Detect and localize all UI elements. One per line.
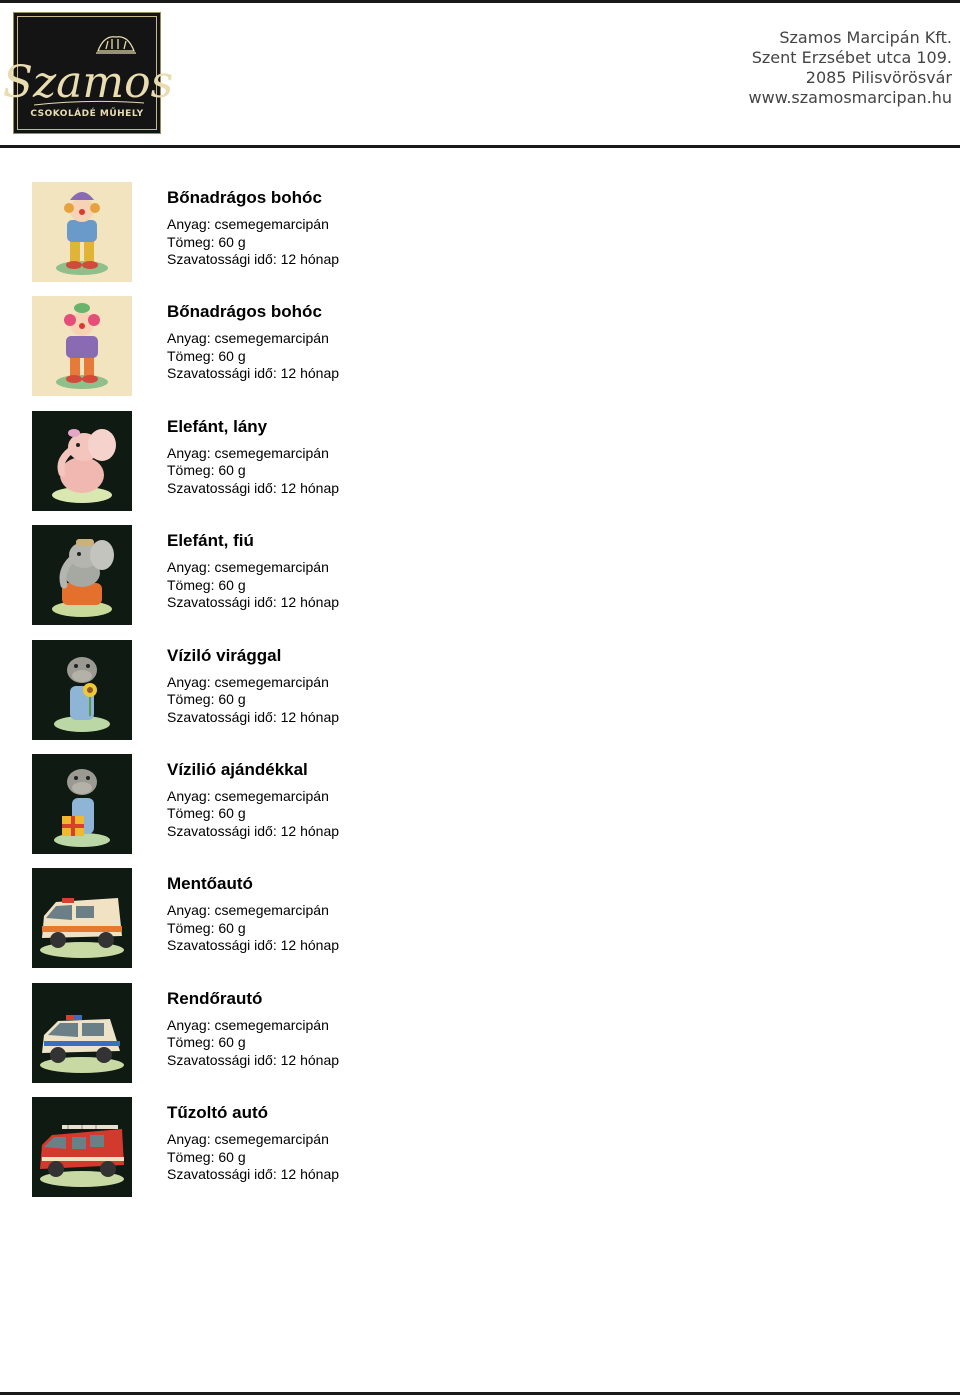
product-shelf-life: Szavatossági idő: 12 hónap [167,708,340,725]
product-material: Anyag: csemegemarcipán [167,444,329,461]
product-name: Vízilió ajándékkal [167,759,308,779]
product-material: Anyag: csemegemarcipán [167,673,329,690]
product-name: Tűzoltó autó [167,1103,269,1123]
company-city: 2085 Pilisvörösvár [805,68,952,87]
product-material: Anyag: csemegemarcipán [167,902,329,919]
product-shelf-life: Szavatossági idő: 12 hónap [167,1051,340,1068]
product-image-police-car [32,983,132,1083]
product-weight: Tömeg: 60 g [167,233,246,250]
product-image-ambulance [32,868,132,968]
product-name: Bőnadrágos bohóc [167,302,322,322]
product-item [32,754,932,868]
product-weight: Tömeg: 60 g [167,805,246,822]
product-shelf-life: Szavatossági idő: 12 hónap [167,251,340,267]
product-shelf-life: Szavatossági idő: 12 hónap [167,594,340,611]
product-item [32,411,932,525]
product-item [32,868,932,982]
product-item [32,640,932,754]
header-rule [0,145,960,148]
product-shelf-life: Szavatossági idő: 12 hónap [167,937,340,954]
product-material: Anyag: csemegemarcipán [167,1131,329,1148]
logo-script: Szamos [2,57,174,108]
product-material: Anyag: csemegemarcipán [167,216,329,232]
company-name: Szamos Marcipán Kft. [779,28,952,47]
product-material: Anyag: csemegemarcipán [167,787,329,804]
product-material: Anyag: csemegemarcipán [167,559,329,576]
product-image-fire-truck [32,1097,132,1197]
product-image-elephant-boy [32,525,132,625]
product-name: Rendőrautó [167,988,263,1008]
product-shelf-life: Szavatossági idő: 12 hónap [167,365,340,382]
product-image-elephant-girl [32,411,132,511]
product-material: Anyag: csemegemarcipán [167,1016,329,1033]
bottom-rule [0,1392,960,1395]
product-image-clown [32,296,132,396]
product-item [32,1097,932,1211]
product-shelf-life: Szavatossági idő: 12 hónap [167,1166,340,1183]
product-weight: Tömeg: 60 g [167,691,246,708]
product-shelf-life: Szavatossági idő: 12 hónap [167,822,340,839]
szamos-logo [2,12,174,134]
product-name: Elefánt, fiú [167,531,254,551]
product-weight: Tömeg: 60 g [167,919,246,936]
product-image-hippo-flower [32,640,132,740]
company-website: www.szamosmarcipan.hu [748,88,952,107]
product-shelf-life: Szavatossági idő: 12 hónap [167,479,340,496]
product-weight: Tömeg: 60 g [167,576,246,593]
product-item [32,296,932,410]
product-weight: Tömeg: 60 g [167,1148,246,1165]
product-material: Anyag: csemegemarcipán [167,330,329,347]
top-rule [0,0,960,3]
product-weight: Tömeg: 60 g [167,462,246,479]
product-image-hippo-gift [32,754,132,854]
product-weight: Tömeg: 60 g [167,347,246,364]
company-address [749,28,952,108]
product-list [32,182,932,1212]
logo-subtitle: CSOKOLÁDÉ MŰHELY [30,109,144,119]
company-street: Szent Erzsébet utca 109. [751,48,952,67]
product-name: Mentőautó [167,874,253,894]
product-image-clown [32,182,132,282]
product-weight: Tömeg: 60 g [167,1034,246,1051]
product-name: Elefánt, lány [167,416,268,436]
product-name: Bőnadrágos bohóc [167,188,322,207]
product-name: Víziló virággal [167,645,282,665]
product-item [32,983,932,1097]
product-item [32,182,932,296]
product-item [32,525,932,639]
